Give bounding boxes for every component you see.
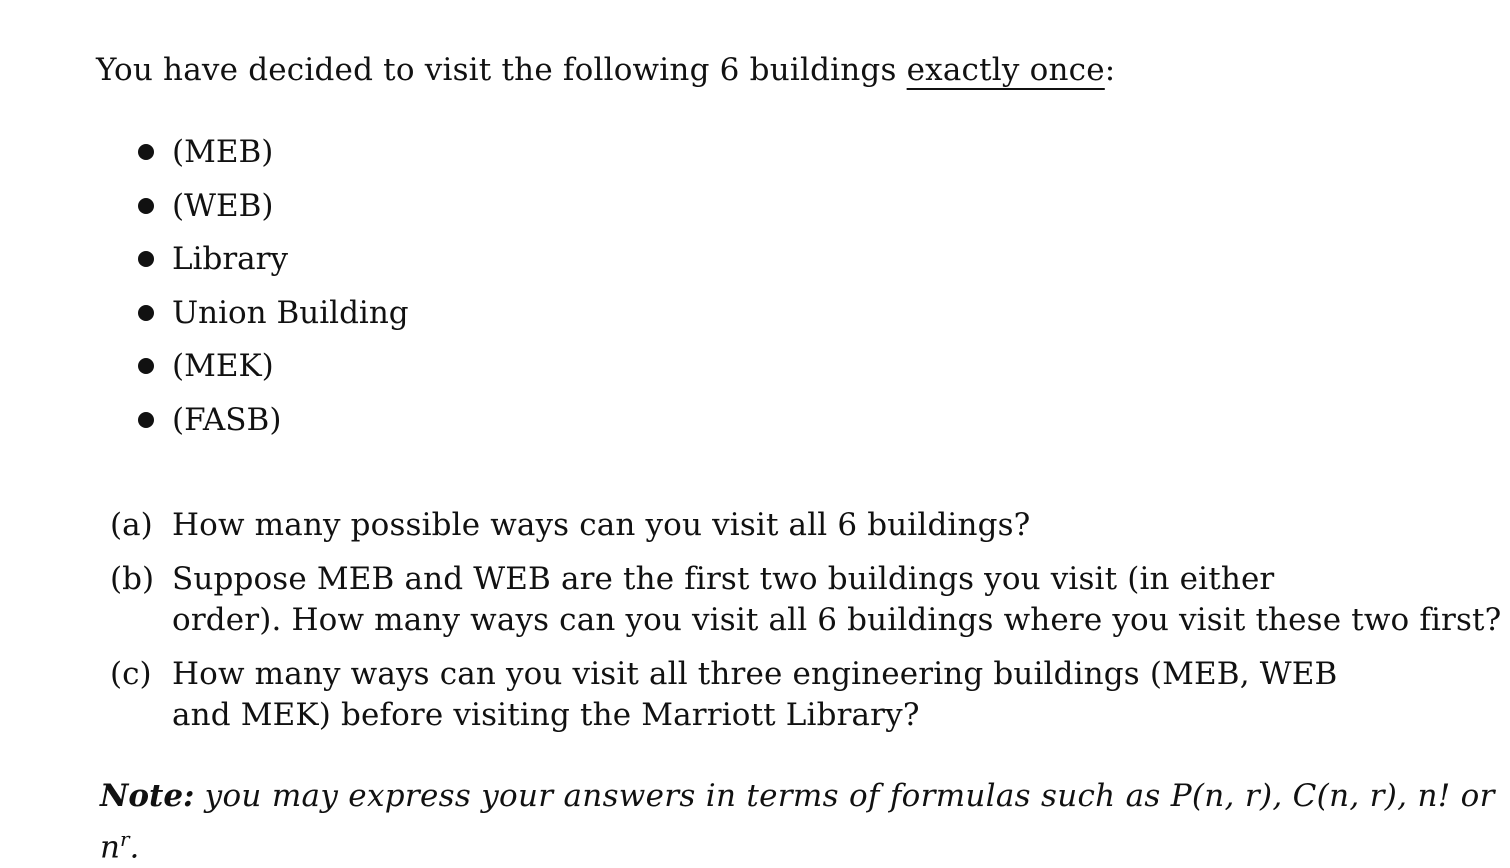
note-continuation-base: n [100, 829, 120, 866]
intro-emphasis: exactly once [906, 52, 1105, 88]
note-label: Note: [100, 778, 195, 814]
note-text: you may express your answers in terms of formulas such as P(n, r), C(n, r), n! or [194, 778, 1495, 814]
question-body [172, 505, 1420, 546]
note-paragraph [100, 775, 1495, 817]
bullet-icon [138, 412, 154, 428]
intro-sentence [96, 52, 1115, 88]
question-b [110, 559, 1502, 641]
bullet-icon [138, 251, 154, 267]
bullet-icon [138, 305, 154, 321]
note-continuation [100, 818, 139, 868]
question-body [172, 654, 1420, 736]
question-label: (b) [110, 561, 155, 597]
question-label: (a) [110, 507, 153, 543]
question-line: and MEK) before visiting the Marriott Library? [172, 697, 920, 733]
question-line: order). How many ways can you visit all 6 buildings where you visit these two first? [172, 602, 1502, 638]
note-continuation-exponent: r [119, 827, 130, 851]
question-list [110, 505, 1502, 749]
building-name: (MEB) [172, 134, 274, 170]
building-name: Library [172, 241, 288, 277]
building-name: (WEB) [172, 187, 274, 224]
question-line: Suppose MEB and WEB are the first two buildings you visit (in either [172, 561, 1275, 597]
question-line: How many ways can you visit all three engineering buildings (MEB, WEB [172, 656, 1338, 692]
question-a [110, 505, 1420, 546]
question-c [110, 654, 1420, 736]
question-body [172, 559, 1502, 641]
building-name: Union Building [172, 294, 409, 331]
bullet-icon [138, 144, 154, 160]
bullet-icon [138, 358, 154, 374]
note-continuation-end: . [129, 829, 140, 866]
intro-suffix: : [1104, 52, 1116, 88]
bullet-icon [138, 198, 154, 214]
question-line: How many possible ways can you visit all 6 buildings? [172, 507, 1031, 543]
intro-prefix: You have decided to visit the following 6 buildings [96, 52, 907, 88]
building-name: (FASB) [172, 401, 282, 438]
building-name: (MEK) [172, 348, 274, 384]
question-label: (c) [110, 656, 152, 692]
